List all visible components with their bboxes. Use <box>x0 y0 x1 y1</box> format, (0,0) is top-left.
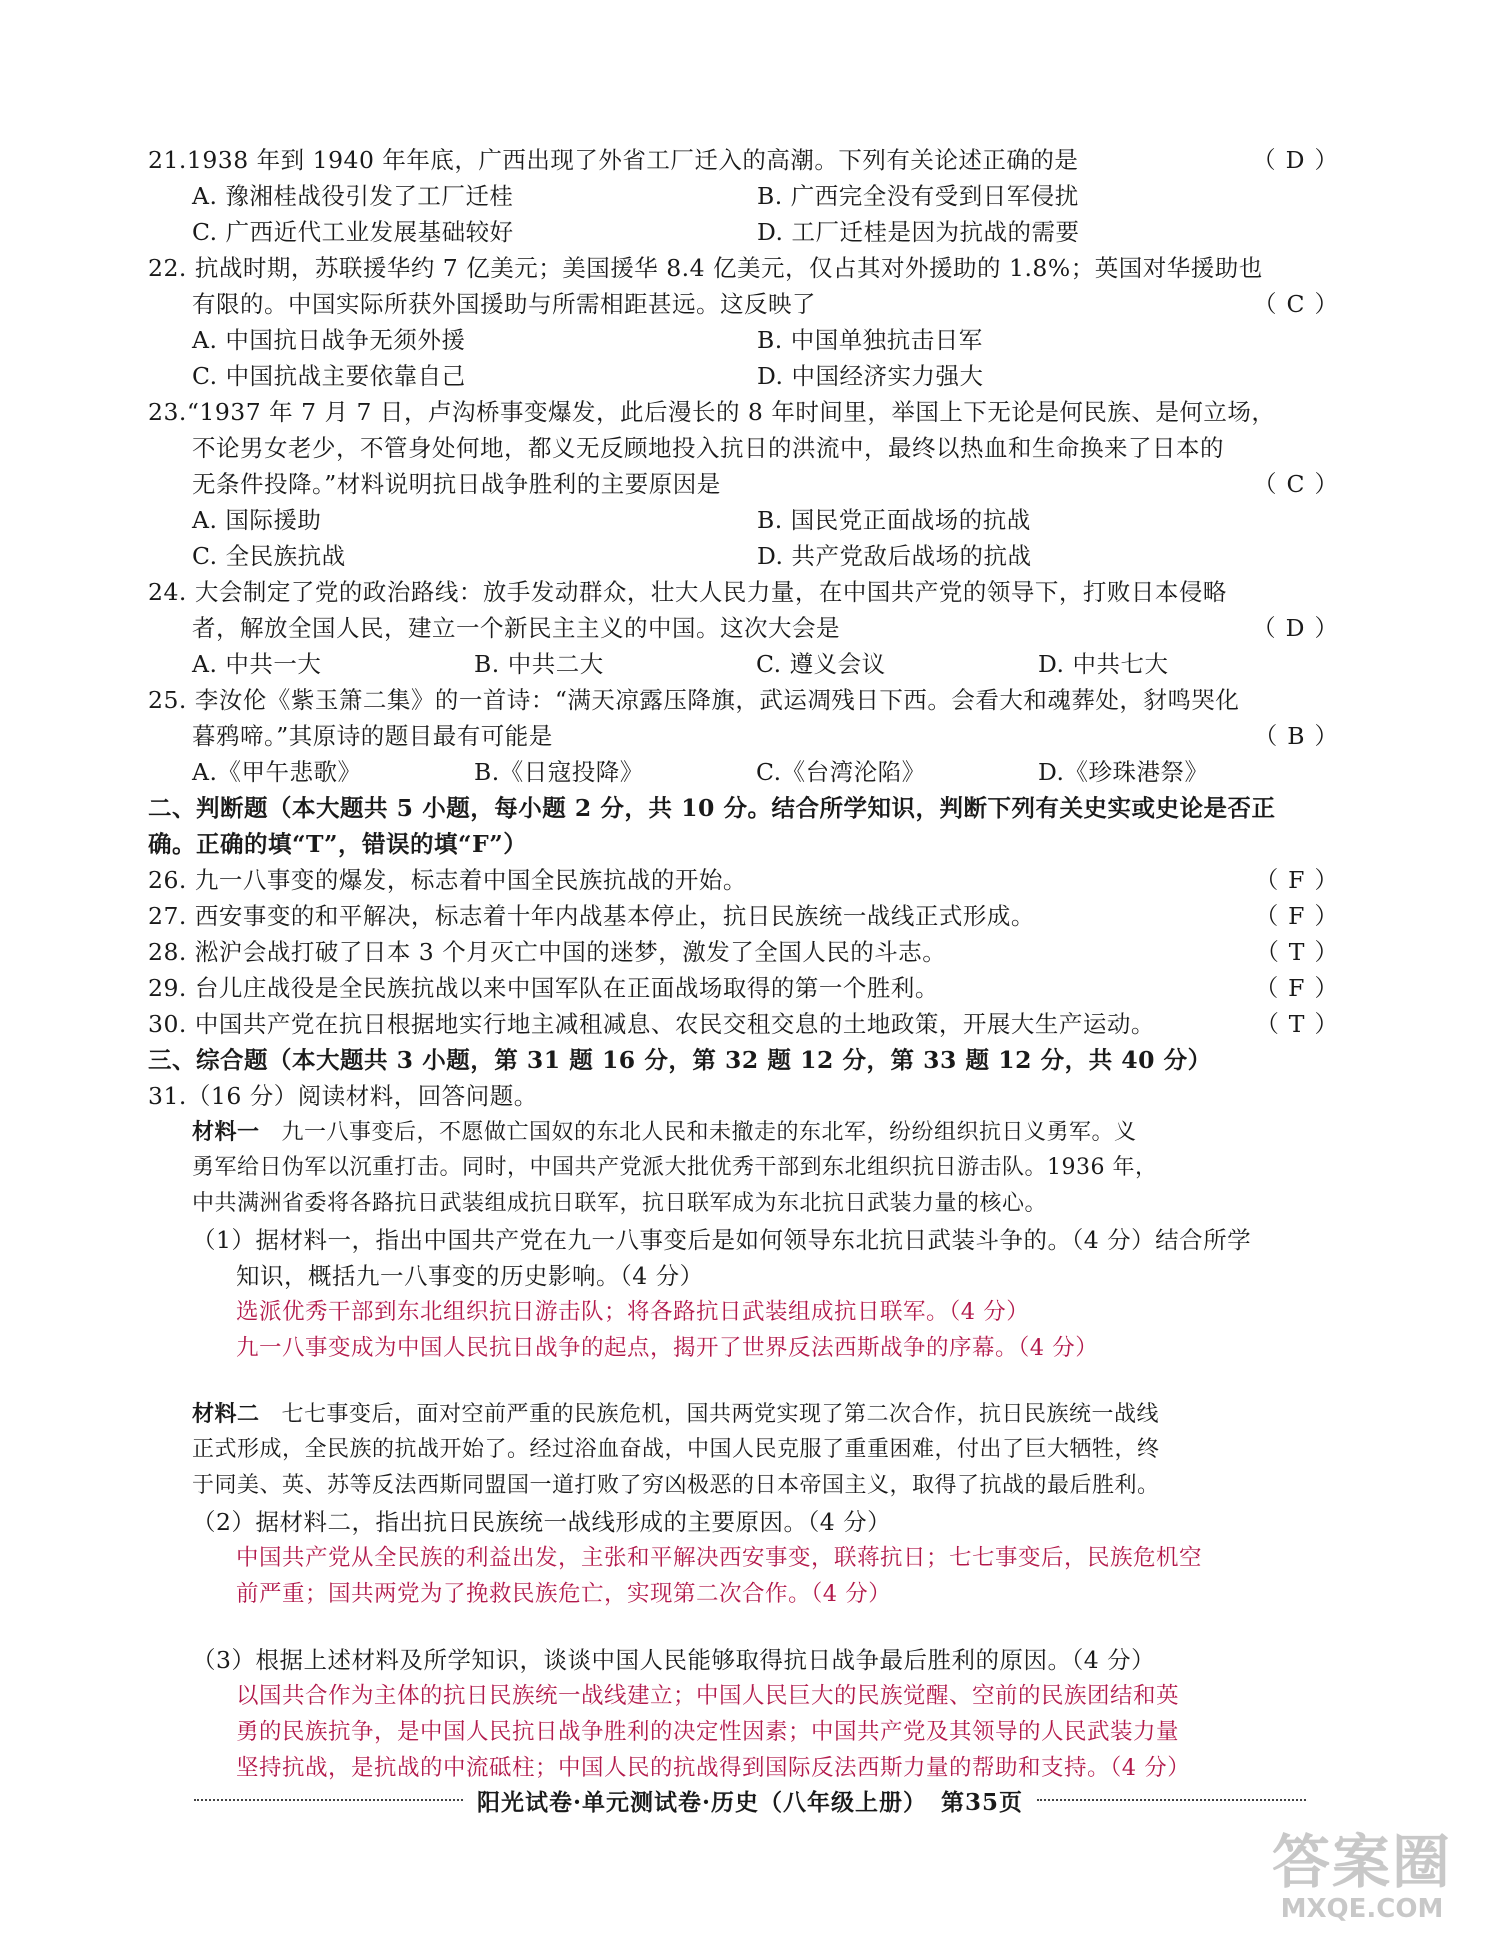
section-3-heading: 三、综合题（本大题共 3 小题，第 31 题 16 分，第 32 题 12 分，第 33 题 12 分，共 40 分） <box>148 1046 1212 1074</box>
answer-bracket: （F） <box>1254 866 1348 894</box>
option-a: A. 中国抗日战争无须外援 <box>192 326 466 354</box>
material-1: 材料一 九一八事变后，不愿做亡国奴的东北人民和未撤走的东北军，纷纷组织抗日义勇军。义 <box>192 1119 1137 1145</box>
question-25-stem: 25. 李汝伦《紫玉箫二集》的一首诗：“满天凉露压降旗，武运凋残日下西。会看大和魂葬处，豺鸣哭化 <box>148 686 1240 714</box>
question-23-stem: 不论男女老少，不管身处何地，都义无反顾地投入抗日的洪流中，最终以热血和生命换来了日本的 <box>192 434 1224 462</box>
option-c: C. 广西近代工业发展基础较好 <box>192 218 514 246</box>
material-2: 正式形成，全民族的抗战开始了。经过浴血奋战，中国人民克服了重重困难，付出了巨大牺牲，终 <box>192 1437 1160 1462</box>
answer-bracket: （T） <box>1255 938 1348 966</box>
option-a: A. 中共一大 <box>192 650 322 678</box>
sub-question-2: （2）据材料二，指出抗日民族统一战线形成的主要原因。（4 分） <box>192 1508 892 1536</box>
option-b: B. 中国单独抗击日军 <box>757 326 983 354</box>
watermark-logo <box>1242 1830 1482 1940</box>
footer-title: 阳光试卷·单元测试卷·历史（八年级上册） <box>476 1788 927 1816</box>
question-23-stem: 无条件投降。”材料说明抗日战争胜利的主要原因是 （C） <box>148 466 1348 502</box>
section-2-heading: 二、判断题（本大题共 5 小题，每小题 2 分，共 10 分。结合所学知识，判断下列有关史实或史论是否正 <box>148 794 1276 822</box>
answer-bracket: （C） <box>1253 290 1348 318</box>
section-2-heading: 确。正确的填“T”，错误的填“F”） <box>148 830 528 858</box>
judgment-item-26: 26. 九一八事变的爆发，标志着中国全民族抗战的开始。 （F） <box>148 862 1348 898</box>
option-c: C.《台湾沦陷》 <box>756 758 926 786</box>
answer-text: 中国共产党从全民族的利益出发，主张和平解决西安事变，联蒋抗日；七七事变后，民族危机空 <box>236 1545 1203 1571</box>
answer-text: 坚持抗战，是抗战的中流砥柱；中国人民的抗战得到国际反法西斯力量的帮助和支持。（4 分） <box>236 1755 1191 1781</box>
answer-bracket: （B） <box>1253 722 1348 750</box>
option-a: A. 豫湘桂战役引发了工厂迁桂 <box>192 182 514 210</box>
question-21-options <box>148 178 1348 214</box>
material-1: 勇军给日伪军以沉重打击。同时，中国共产党派大批优秀干部到东北组织抗日游击队。1936 年， <box>192 1155 1158 1180</box>
footer-rule-left <box>194 1799 463 1801</box>
option-d: D. 中国经济实力强大 <box>757 362 984 390</box>
option-d: D.《珍珠港祭》 <box>1038 758 1209 786</box>
question-21-stem: 21.1938 年到 1940 年年底，广西出现了外省工厂迁入的高潮。下列有关论述正确的是 （D） <box>148 142 1348 178</box>
page-number: 第35页 <box>941 1788 1024 1816</box>
answer-bracket: （D） <box>1252 146 1348 174</box>
answer-text: 九一八事变成为中国人民抗日战争的起点，揭开了世界反法西斯战争的序幕。（4 分） <box>236 1335 1099 1361</box>
question-23-options <box>148 538 1348 574</box>
material-2: 材料二 七七事变后，面对空前严重的民族危机，国共两党实现了第二次合作，抗日民族统一战线 <box>192 1401 1160 1427</box>
material-label: 材料二 <box>192 1401 260 1427</box>
answer-text: 以国共合作为主体的抗日民族统一战线建立；中国人民巨大的民族觉醒、空前的民族团结和英 <box>236 1683 1180 1709</box>
option-d: D. 共产党敌后战场的抗战 <box>757 542 1032 570</box>
judgment-item-30: 30. 中国共产党在抗日根据地实行地主减租减息、农民交租交息的土地政策，开展大生产运动。 （T） <box>148 1006 1348 1042</box>
page-content <box>148 142 1348 1786</box>
answer-text: 勇的民族抗争，是中国人民抗日战争胜利的决定性因素；中国共产党及其领导的人民武装力量 <box>236 1719 1180 1745</box>
question-22-stem: 22. 抗战时期，苏联援华约 7 亿美元；美国援华 8.4 亿美元，仅占其对外援助的 1.8%；英国对华援助也 <box>148 254 1263 282</box>
option-b: B. 中共二大 <box>474 650 604 678</box>
option-c: C. 中国抗战主要依靠自己 <box>192 362 466 390</box>
option-a: A. 国际援助 <box>192 506 322 534</box>
material-2: 于同美、英、苏等反法西斯同盟国一道打败了穷凶极恶的日本帝国主义，取得了抗战的最后胜利。 <box>192 1473 1160 1498</box>
answer-text: 前严重；国共两党为了挽救民族危亡，实现第二次合作。（4 分） <box>236 1581 892 1607</box>
option-b: B. 国民党正面战场的抗战 <box>757 506 1031 534</box>
option-d: D. 中共七大 <box>1038 650 1169 678</box>
page-footer <box>180 1780 1320 1820</box>
sub-question-1: 知识，概括九一八事变的历史影响。（4 分） <box>236 1262 704 1290</box>
question-24-options <box>148 646 1348 682</box>
watermark-title: 答案圈 <box>1271 1828 1452 1896</box>
answer-bracket: （F） <box>1254 974 1348 1002</box>
footer-rule-right <box>1037 1799 1306 1801</box>
question-24-stem: 24. 大会制定了党的政治路线：放手发动群众，壮大人民力量，在中国共产党的领导下，打败日本侵略 <box>148 578 1227 606</box>
option-d: D. 工厂迁桂是因为抗战的需要 <box>757 218 1080 246</box>
question-22-options <box>148 358 1348 394</box>
answer-bracket: （D） <box>1252 614 1348 642</box>
option-c: C. 遵义会议 <box>756 650 886 678</box>
question-25-stem: 暮鸦啼。”其原诗的题目最有可能是 （B） <box>148 718 1348 754</box>
answer-bracket: （T） <box>1255 1010 1348 1038</box>
option-b: B. 广西完全没有受到日军侵扰 <box>757 182 1079 210</box>
answer-bracket: （C） <box>1253 470 1348 498</box>
question-25-options <box>148 754 1348 790</box>
judgment-item-28: 28. 淞沪会战打破了日本 3 个月灭亡中国的迷梦，激发了全国人民的斗志。 （T） <box>148 934 1348 970</box>
answer-bracket: （F） <box>1254 902 1348 930</box>
sub-question-1: （1）据材料一，指出中国共产党在九一八事变后是如何领导东北抗日武装斗争的。（4 分）结合所学 <box>192 1226 1252 1254</box>
question-23-stem: 23.“1937 年 7 月 7 日，卢沟桥事变爆发，此后漫长的 8 年时间里，举国上下无论是何民族、是何立场， <box>148 398 1276 426</box>
option-c: C. 全民族抗战 <box>192 542 346 570</box>
question-31-stem: 31.（16 分）阅读材料，回答问题。 <box>148 1082 538 1110</box>
question-23-options <box>148 502 1348 538</box>
question-21-options <box>148 214 1348 250</box>
watermark-url: MXQE.COM <box>1280 1894 1444 1924</box>
judgment-item-29: 29. 台儿庄战役是全民族抗战以来中国军队在正面战场取得的第一个胜利。 （F） <box>148 970 1348 1006</box>
option-a: A.《甲午悲歌》 <box>192 758 362 786</box>
judgment-item-27: 27. 西安事变的和平解决，标志着十年内战基本停止，抗日民族统一战线正式形成。 （F） <box>148 898 1348 934</box>
sub-question-3: （3）根据上述材料及所学知识，谈谈中国人民能够取得抗日战争最后胜利的原因。（4 分） <box>192 1646 1156 1674</box>
material-1: 中共满洲省委将各路抗日武装组成抗日联军，抗日联军成为东北抗日武装力量的核心。 <box>192 1191 1048 1216</box>
question-24-stem: 者，解放全国人民，建立一个新民主主义的中国。这次大会是 （D） <box>148 610 1348 646</box>
option-b: B.《日寇投降》 <box>474 758 644 786</box>
answer-text: 选派优秀干部到东北组织抗日游击队；将各路抗日武装组成抗日联军。（4 分） <box>236 1299 1030 1325</box>
question-22-stem: 有限的。中国实际所获外国援助与所需相距甚远。这反映了 （C） <box>148 286 1348 322</box>
question-22-options <box>148 322 1348 358</box>
material-label: 材料一 <box>192 1119 260 1145</box>
